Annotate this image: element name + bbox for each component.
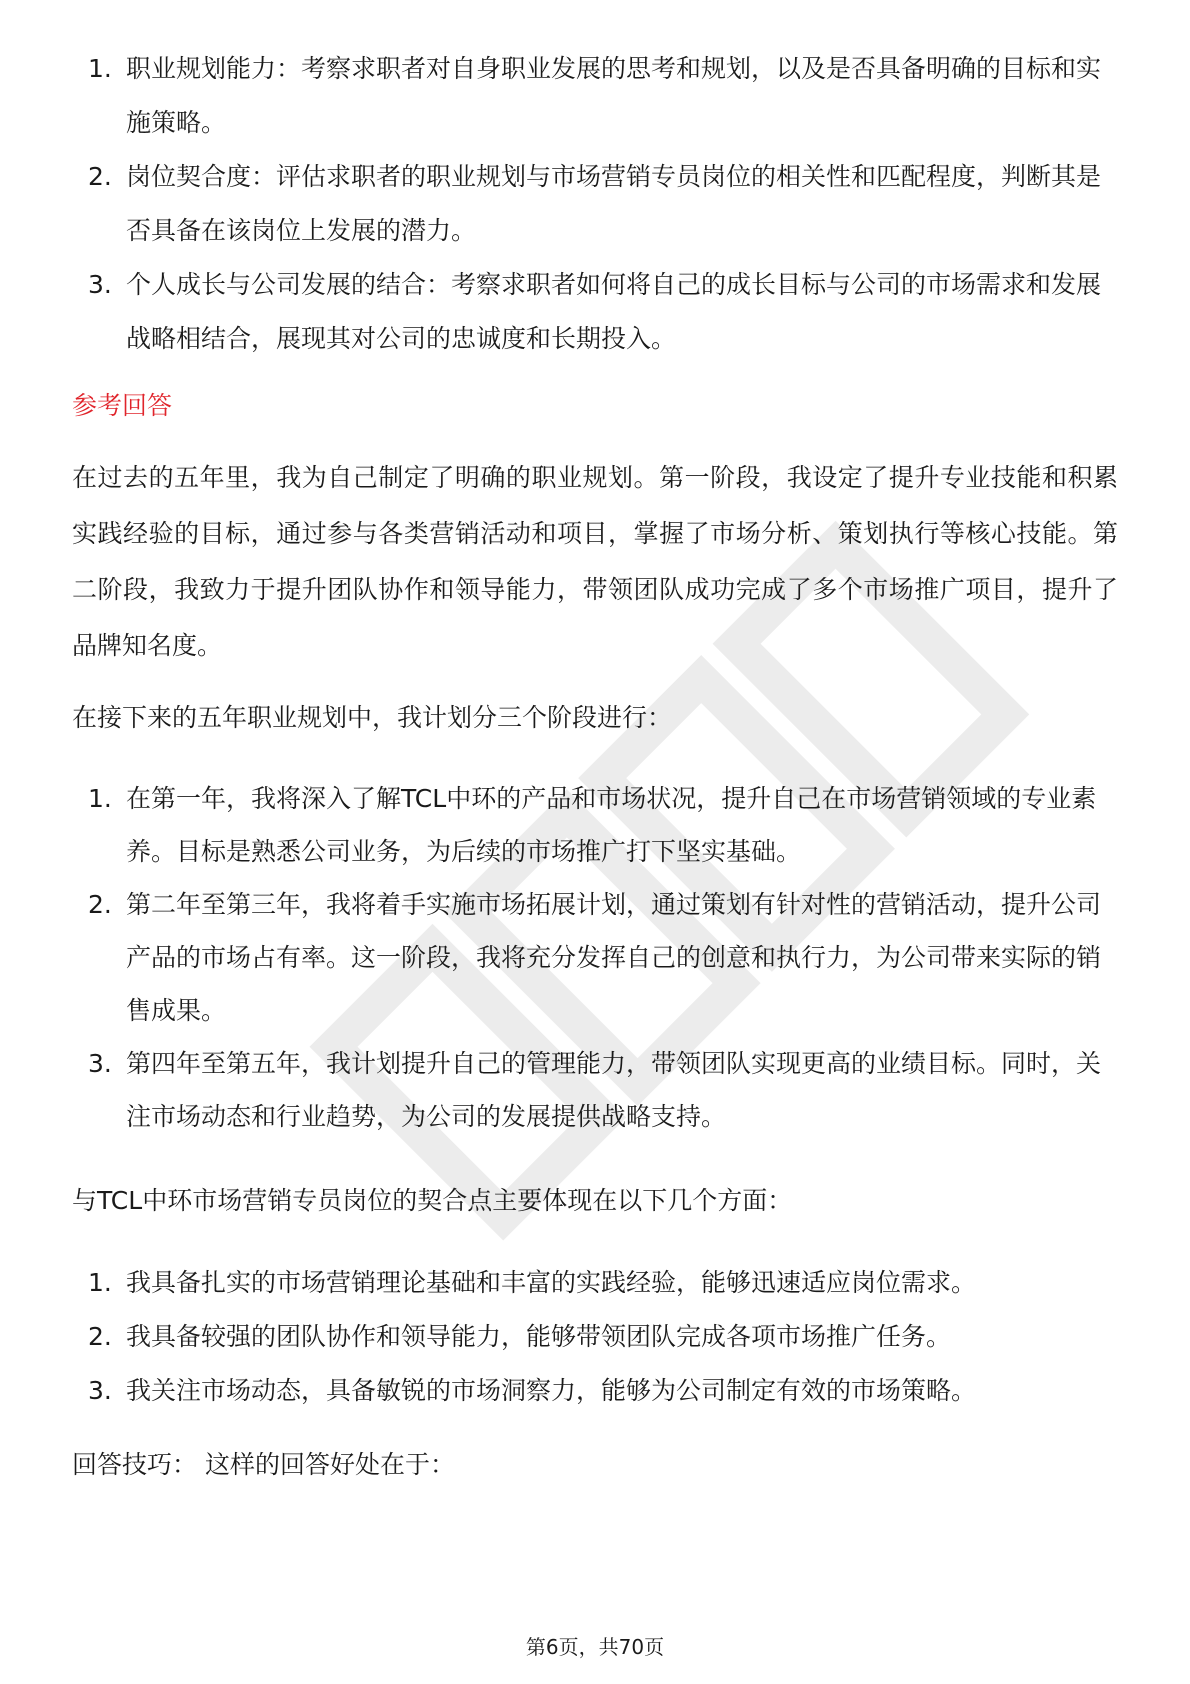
answer-paragraph-fit-intro: 与TCL中环市场营销专员岗位的契合点主要体现在以下几个方面： [72,1186,793,1215]
list-number: 3. [88,270,112,299]
list-number: 1. [88,784,112,813]
evaluation-points-list [88,42,1118,366]
list-number: 3. [88,1049,112,1078]
list-number: 1. [88,1268,112,1297]
page-number-footer: 第6页，共70页 [525,1635,665,1659]
reference-answer-heading: 参考回答 [72,391,173,420]
answer-paragraph-plan-intro: 在接下来的五年职业规划中，我计划分三个阶段进行： [72,703,673,732]
list-number: 2. [88,1322,112,1351]
list-item-text: 第四年至第五年，我计划提升自己的管理能力，带领团队实现更高的业绩目标。同时，关注市场动态和行业趋势，为公司的发展提供战略支持。 [126,1049,1102,1131]
list-item-text: 我关注市场动态，具备敏锐的市场洞察力，能够为公司制定有效的市场策略。 [126,1376,977,1405]
list-item [88,1256,1118,1310]
list-item [88,878,1118,1037]
list-item-text: 第二年至第三年，我将着手实施市场拓展计划，通过策划有针对性的营销活动，提升公司产品的市场占有率。这一阶段，我将充分发挥自己的创意和执行力，为公司带来实际的销售成果。 [126,890,1102,1025]
list-item-text: 在第一年，我将深入了解TCL中环的产品和市场状况，提升自己在市场营销领域的专业素养。目标是熟悉公司业务，为后续的市场推广打下坚实基础。 [126,784,1097,866]
fit-points-list [88,1256,1118,1418]
list-item-text: 个人成长与公司发展的结合：考察求职者如何将自己的成长目标与公司的市场需求和发展战略相结合，展现其对公司的忠诚度和长期投入。 [126,270,1102,353]
list-item-text: 岗位契合度：评估求职者的职业规划与市场营销专员岗位的相关性和匹配程度，判断其是否具备在该岗位上发展的潜力。 [126,162,1102,245]
plan-stages-list [88,772,1118,1143]
list-number: 1. [88,54,112,83]
list-item [88,150,1118,258]
list-item [88,1037,1118,1143]
list-item-text: 我具备较强的团队协作和领导能力，能够带领团队完成各项市场推广任务。 [126,1322,952,1351]
list-item-text: 职业规划能力：考察求职者对自身职业发展的思考和规划，以及是否具备明确的目标和实施策略。 [126,54,1102,137]
list-item [88,1364,1118,1418]
list-number: 2. [88,162,112,191]
list-item [88,42,1118,150]
list-number: 3. [88,1376,112,1405]
list-number: 2. [88,890,112,919]
list-item [88,1310,1118,1364]
answer-paragraph-past: 在过去的五年里，我为自己制定了明确的职业规划。第一阶段，我设定了提升专业技能和积累实践经验的目标，通过参与各类营销活动和项目，掌握了市场分析、策划执行等核心技能。第二阶段，我致力于提升团队协作和领导能力，带领团队成功完成了多个市场推广项目，提升了品牌知名度。 [72,463,1118,660]
list-item-text: 我具备扎实的市场营销理论基础和丰富的实践经验，能够迅速适应岗位需求。 [126,1268,977,1297]
list-item [88,258,1118,366]
list-item [88,772,1118,878]
answer-tips-line: 回答技巧： 这样的回答好处在于： [72,1450,455,1479]
